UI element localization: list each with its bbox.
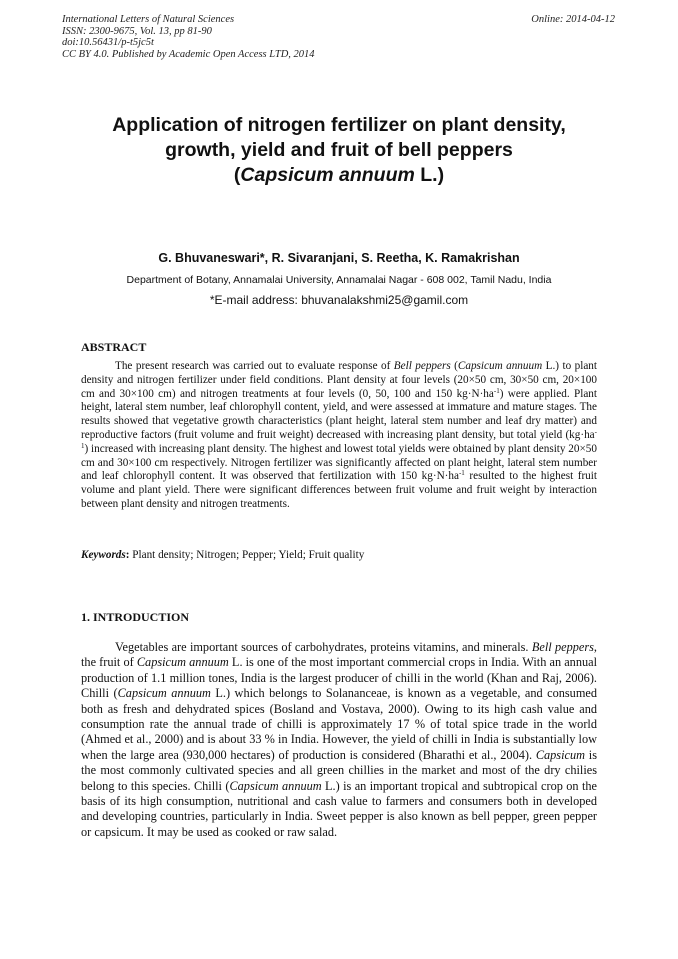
paper-title <box>40 113 638 188</box>
abstract-text-run: resulted to the highest fruit volume and plant yield. There were significant differences between fruit volume and fruit weight by interaction between plant density and nitrogen treatments. <box>81 470 597 510</box>
intro-text-run: , the fruit of <box>81 640 597 670</box>
title-open-paren: ( <box>233 164 241 186</box>
intro-italic-run: Capsicum <box>535 747 586 762</box>
journal-name: International Letters of Natural Sciences <box>62 14 235 25</box>
intro-text-run: L.) is an important tropical and subtropical crop on the basis of its high consumption, nutritional and cash value to farmers and consumers both in developed and developing countries, particularly in India. Sweet pepper is also known as bell pepper, green pepper or capsicum. It may be used as cooked or raw salad. <box>81 778 597 839</box>
abstract-text-run: ( <box>450 360 458 372</box>
intro-italic-run: Capsicum annuum <box>136 655 229 670</box>
online-date: Online: 2014-04-12 <box>531 14 615 25</box>
abstract-italic-run: Bell peppers <box>393 360 451 372</box>
abstract-text-run: ) increased with increasing plant density. The highest and lowest total yields were obtained by plant density 20×50 cm and 30×100 cm respectively. Nitrogen fertilizer was significantly affected on plant height, lateral stem number and leaf chlorophyll content. It was observed that fertilization with 150 kg·N·ha <box>81 442 597 483</box>
intro-text-run: L.) which belongs to Solananceae, is known as a vegetable, and consumed both as fresh and dehydrated spices (Bosland and Vostava, 2000). Owing to its high cash value and consumption rate the annual trade of chilli is approximately 17 % of total spice trade in the world (Ahmed et al., 2000) and is about 33 % in India. However, the yield of chilli in India is substantially low when the large area (930,000 hectares) of production is considered (Bharathi et al., 2004). <box>81 686 597 762</box>
abstract-text <box>81 360 597 512</box>
intro-text-run: L. is one of the most important commercial crops in India. With an annual production of 1.1 million tones, India is the largest producer of chilli in the world (Khan and Raj, 2006). Chilli ( <box>81 655 597 701</box>
title-close: L.) <box>414 164 445 186</box>
intro-text-run: Vegetables are important sources of carbohydrates, proteins vitamins, and minerals. <box>115 640 532 654</box>
doi-line: doi:10.56431/p-t5jc5t <box>62 37 154 49</box>
email-address: *E-mail address: bhuvanalakshmi25@gamil.com <box>209 293 469 307</box>
abstract-superscript: -1 <box>493 386 500 395</box>
title-line-3 <box>40 163 638 188</box>
abstract-text-run: L.) to plant density and nitrogen fertilizer under field conditions. Plant density at four levels (20×50 cm, 30×50 cm, 20×100 cm and 30×100 cm) and nitrogen treatments at four levels (0, 50, 100 and 150 kg·N·ha <box>81 360 597 400</box>
abstract-italic-run: Capsicum annuum <box>457 360 543 372</box>
author-list: G. Bhuvaneswari*, R. Sivaranjani, S. Reetha, K. Ramakrishan <box>158 251 520 265</box>
intro-italic-run: Bell peppers <box>531 640 594 654</box>
title-line-2: growth, yield and fruit of bell peppers <box>165 139 513 161</box>
title-species: Capsicum annuum <box>240 164 415 186</box>
keywords-text: Plant density; Nitrogen; Pepper; Yield; Fruit quality <box>132 549 365 561</box>
introduction-heading: 1. INTRODUCTION <box>81 610 190 624</box>
keywords-colon: : <box>125 549 133 561</box>
license-line: CC BY 4.0. Published by Academic Open Access LTD, 2014 <box>62 48 315 60</box>
intro-italic-run: Capsicum annuum <box>229 778 322 793</box>
abstract-text-run: The present research was carried out to evaluate response of <box>115 360 394 372</box>
abstract-text-run: ) were applied. Plant height, lateral stem number, leaf chlorophyll content, yield, and were assessed at immature and mature stages. The results showed that vegetative growth characteristics (plant height, lateral stem number and leaf dry matter) and reproductive factors (fruit volume and fruit weight) decreased with increasing plant density, but total yield (kg·ha <box>81 387 597 441</box>
introduction-text <box>81 640 597 840</box>
intro-italic-run: Capsicum annuum <box>117 686 211 701</box>
keywords-line <box>81 549 597 561</box>
abstract-superscript: -1 <box>81 427 597 450</box>
issn-line: ISSN: 2300-9675, Vol. 13, pp 81-90 <box>62 25 212 37</box>
journal-info <box>62 14 315 60</box>
abstract-superscript: -1 <box>458 469 465 478</box>
keywords-label: Keywords <box>81 549 126 561</box>
affiliation: Department of Botany, Annamalai University, Annamalai Nagar - 608 002, Tamil Nadu, India <box>126 274 552 286</box>
abstract-heading: ABSTRACT <box>81 340 147 354</box>
title-line-1: Application of nitrogen fertilizer on plant density, <box>112 114 566 136</box>
intro-text-run: is the most commonly cultivated species and all green chillies in the market and most of the dry chilies belong to this species. Chilli ( <box>81 747 597 793</box>
